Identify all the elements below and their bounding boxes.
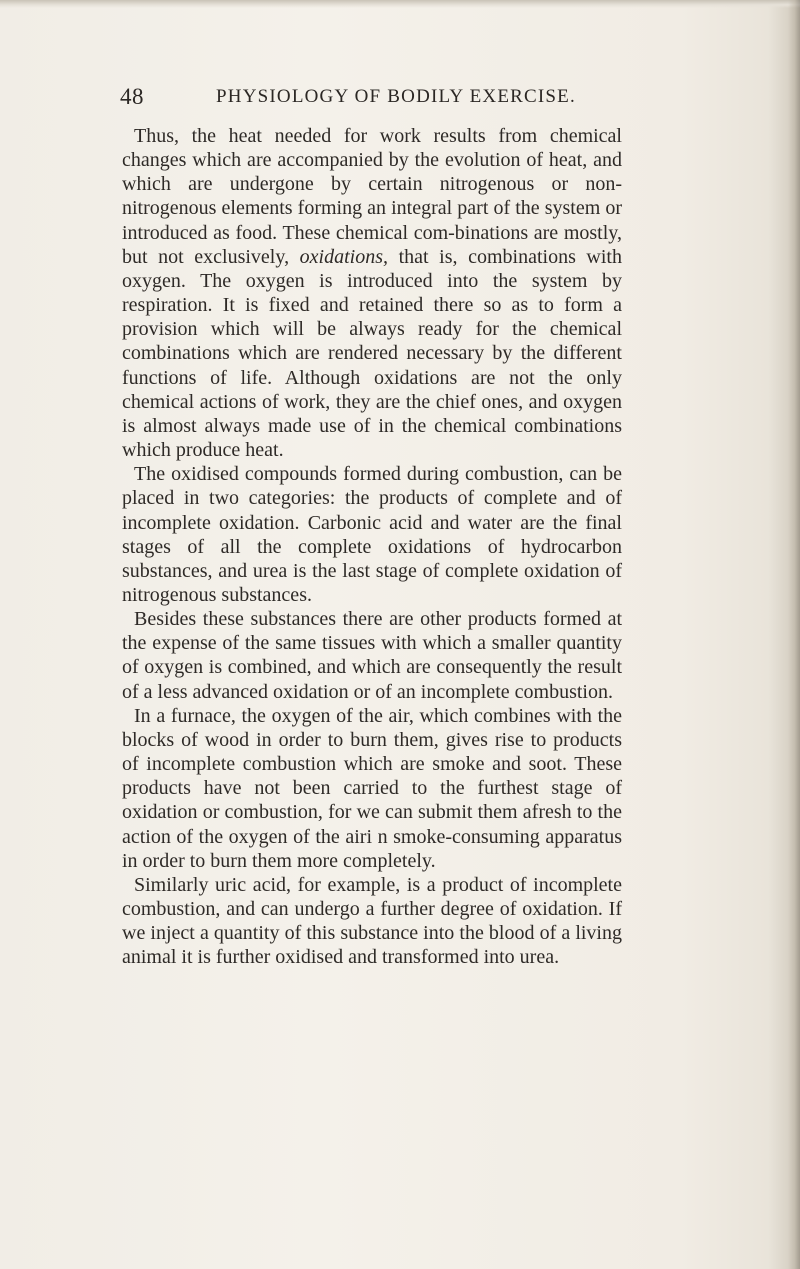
paragraph-1-text-end: that is, combinations with oxygen. The oxygen is introduced into the system by respiration. It is fixed and retained there so as to form a provision which will be always ready for the chemical combinations which are rendered necessary by the different functions of life. Although oxidations are not the only chemical actions of work, they are the chief ones, and oxygen is almost always made use of in the chemical combinations which produce heat. [122,245,622,462]
page-top-edge [0,0,800,8]
page-header [120,84,622,112]
paragraph-5: Similarly uric acid, for example, is a product of incomplete combustion, and can undergo a further degree of oxidation. If we inject a quantity of this substance into the blood of a living animal it is further oxidised and transformed into urea. [122,873,622,969]
page-number: 48 [120,84,144,109]
paragraph-2: The oxidised compounds formed during combustion, can be placed in two categories: the products of complete and of incomplete oxidation. Carbonic acid and water are the final stages of all the complete oxidations of hydrocarbon substances, and urea is the last stage of complete oxidation of nitrogenous substances. [122,463,622,606]
paragraph-4: In a furnace, the oxygen of the air, which combines with the blocks of wood in order to burn them, gives rise to products of incomplete combustion which are smoke and soot. These products have not been carried to the furthest stage of oxidation or combustion, for we can submit them afresh to the action of the oxygen of the airi n smoke-consuming apparatus in order to burn them more completely. [122,704,622,872]
paragraph-1-text-start: Thus, the heat needed for work results from chemical changes which are accompanied by the evolution of heat, and which are undergone by certain nitrogenous or non-nitrogenous elements forming an integral part of the system or introduced as food. These chemical com-binations are mostly, but not exclusively, [122,125,622,268]
paragraph-1 [122,124,622,462]
body-text [122,124,622,969]
page-right-edge-shadow [788,0,800,1269]
paragraph-3: Besides these substances there are other products formed at the expense of the same tissues with which a smaller quantity of oxygen is combined, and which are consequently the result of a less advanced oxidation or of an incomplete combustion. [122,608,622,703]
running-head: PHYSIOLOGY OF BODILY EXERCISE. [216,86,576,107]
italic-term: oxidations, [299,245,388,268]
